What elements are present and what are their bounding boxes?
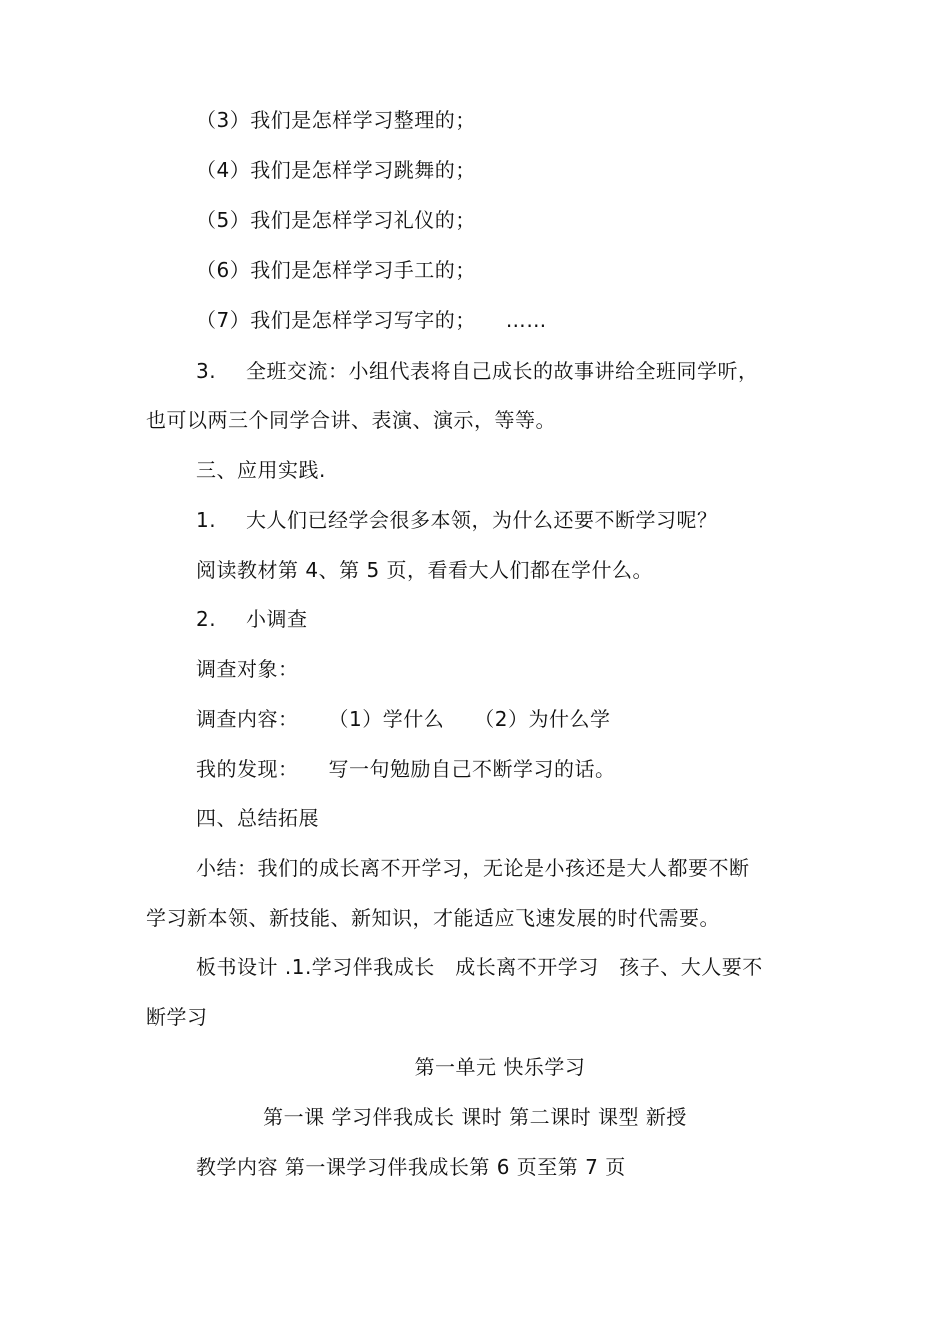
- summary-line-2: 学习新本领、新技能、新知识，才能适应飞速发展的时代需要。: [146, 906, 720, 930]
- survey-content-item-2: （2）为什么学: [474, 707, 611, 731]
- board-design-line-2: 断学习: [146, 1005, 208, 1029]
- list-item-7-text: （7）我们是怎样学习写字的；: [196, 308, 476, 332]
- board-design-line-1: 板书设计 .1.学习伴我成长 成长离不开学习 孩子、大人要不: [196, 955, 763, 979]
- question-2: [196, 605, 308, 633]
- unit-title: 第一单元 快乐学习: [414, 1055, 586, 1079]
- finding-text: 写一句勉励自己不断学习的话。: [328, 757, 616, 781]
- list-item-6: （6）我们是怎样学习手工的；: [196, 258, 476, 282]
- teaching-content: 教学内容 第一课学习伴我成长第 6 页至第 7 页: [196, 1155, 626, 1179]
- list-item-4: （4）我们是怎样学习跳舞的；: [196, 158, 476, 182]
- section-heading-4: 四、总结拓展: [196, 806, 319, 830]
- question-2-text: 小调查: [246, 607, 308, 631]
- question-1: [196, 506, 718, 534]
- question-2-number: 2.: [196, 607, 217, 631]
- exchange-paragraph: [196, 357, 759, 385]
- list-item-3: （3）我们是怎样学习整理的；: [196, 108, 476, 132]
- finding: [196, 755, 616, 783]
- survey-content-item-1: （1）学什么: [328, 707, 445, 731]
- survey-content: [196, 705, 610, 733]
- exchange-text: 全班交流：小组代表将自己成长的故事讲给全班同学听，: [246, 359, 759, 383]
- reading-instruction: 阅读教材第 4、第 5 页，看看大人们都在学什么。: [196, 558, 654, 582]
- summary-line-1: 小结：我们的成长离不开学习，无论是小孩还是大人都要不断: [196, 856, 750, 880]
- list-item-5: （5）我们是怎样学习礼仪的；: [196, 208, 476, 232]
- lesson-title: 第一课 学习伴我成长 课时 第二课时 课型 新授: [263, 1105, 687, 1129]
- question-1-number: 1.: [196, 508, 217, 532]
- exchange-continuation: 也可以两三个同学合讲、表演、演示，等等。: [146, 408, 556, 432]
- section-heading-3: 三、应用实践.: [196, 458, 326, 482]
- survey-content-label: 调查内容：: [196, 707, 299, 731]
- exchange-number: 3.: [196, 359, 217, 383]
- list-item-7: [196, 306, 547, 334]
- question-1-text: 大人们已经学会很多本领，为什么还要不断学习呢？: [246, 508, 718, 532]
- finding-label: 我的发现：: [196, 757, 299, 781]
- survey-target: 调查对象：: [196, 657, 299, 681]
- list-item-7-ellipsis: ……: [505, 308, 547, 332]
